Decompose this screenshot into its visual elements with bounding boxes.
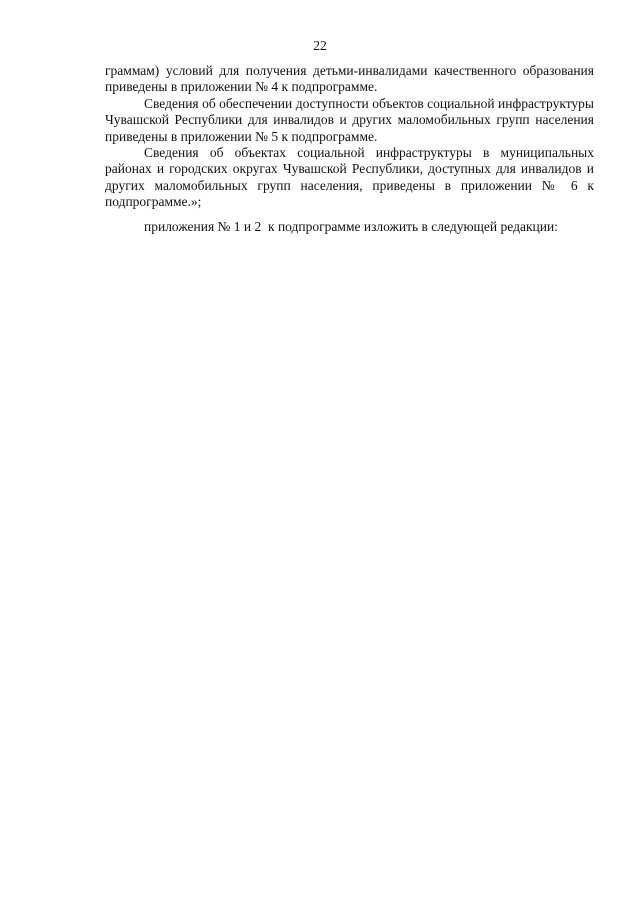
paragraph-appendix-6: Сведения об объектах социальной инфраструктуры в муниципальных районах и городских округах Чувашской Республики, доступных для инвалидов и других маломобильных групп населения, приведены в приложении № 6 к подпрограмме.»; xyxy=(105,145,594,210)
page-number: 22 xyxy=(313,38,327,53)
paragraph-appendices-1-2: приложения № 1 и 2 к подпрограмме изложить в следующей редакции: xyxy=(144,219,558,234)
paragraph-continuation: граммам) условий для получения детьми-инвалидами качественного образования приведены в приложении № 4 к подпрограмме. xyxy=(105,63,594,95)
document-body xyxy=(105,63,594,211)
paragraph-appendix-5: Сведения об обеспечении доступности объектов социальной инфраструктуры Чувашской Республики для инвалидов и других маломобильных групп населения приведены в приложении № 5 к подпрограмме. xyxy=(105,95,594,144)
